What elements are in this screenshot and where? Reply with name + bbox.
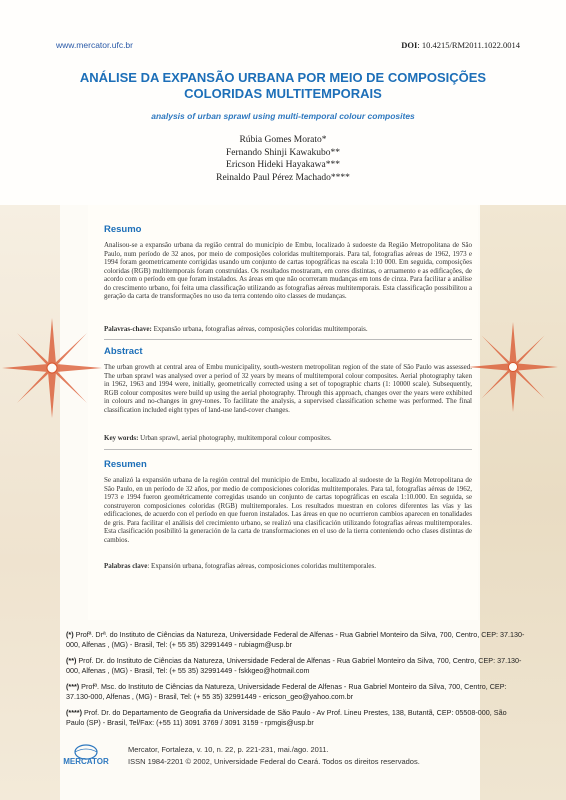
resumo-text: Analisou-se a expansão urbana da região central do município de Embu, localizado à sudoeste da Região Metropolitana de São Paulo, num período de 32 anos, por meio de composições coloridas multitemporais. Para tal, fotografias aéreas de 1962, 1973 e 1994 foram geometricamente corrigidas usando um conjunto de cartas topográficas na escala 1:10 000. Em seguida, composições coloridas (RGB) multitemporais foram construídas. Os resultados mostraram, em cores distintas, o arruamento e as edificações, de acordo com o período em que foram instalados. As áreas em que não ocorreram mudanças em tons de cinza. Para facilitar a análise do crescimento urbano, foi feita uma classificação utilizando as fotografias aéreas multitemporais. Esta classificação possibilitou a geração da carta de transformações no uso da terra contendo oito classes de mudanças. [104,241,472,300]
resumo-keywords-label: Palavras-chave: [104,325,152,333]
compass-star-right-icon [468,322,558,412]
resumo-heading: Resumo [104,224,142,235]
abstract-keywords-label: Key words: [104,434,139,442]
footnote [66,682,526,701]
abstract-keywords [104,434,472,442]
footnote-mark: (****) [66,708,82,717]
paper-subtitle: analysis of urban sprawl using multi-temporal colour composites [151,111,415,121]
resumen-heading: Resumen [104,459,147,470]
author: Rúbia Gomes Morato* [239,135,327,145]
footnote [66,708,526,727]
footer-line-1: Mercator, Fortaleza, v. 10, n. 22, p. 221-231, mai./ago. 2011. [128,745,329,754]
abstract-heading: Abstract [104,346,143,357]
resumen-keywords-label: Palabras clave [104,562,148,570]
footnote-mark: (*) [66,630,74,639]
journal-url[interactable]: www.mercator.ufc.br [56,40,133,50]
doi [401,40,520,50]
footnote-text: Profª. Drª. do Instituto de Ciências da Natureza, Universidade Federal de Alfenas - Rua Gabriel Monteiro da Silva, 700, Centro, CEP: 37.130-000, Alfenas , (MG) - Brasil, Tel: (+ 55 35) 32991449 - rubiagm@usp.br [66,630,525,649]
abstract-text: The urban growth at central area of Embu municipality, south-western metropolitan region of the state of São Paulo was assessed. The urban sprawl was analysed over a period of 32 years by means of multitemporal colour composites. Aerial photography taken in 1962, 1963 and 1994 were, initially, geometrically corrected using a set of topographic charts (1: 10000 scale). Subsequently, RGB colour composites were build up using the aerial photography. Through this approach, changes over the years were exhibited in colours and no-changes in grey-tones. To facilitate the analysis, a supervised classification scheme was performed. The final classification included eight types of land-use land-cover changes. [104,363,472,414]
logo-text: MERCATOR [63,757,109,766]
resumen-keywords-text: : Expansión urbana, fotografías aéreas, composiciones coloridas multitemporales. [147,562,376,570]
footer-line-2: ISSN 1984-2201 © 2002, Universidade Federal do Ceará. Todos os direitos reservados. [128,757,420,766]
author: Fernando Shinji Kawakubo** [226,147,340,158]
resumo-keywords-text: Expansão urbana, fotografias aéreas, composições coloridas multitemporais. [151,325,368,333]
paper-title [40,70,526,102]
footnote-text: Prof. Dr. do Instituto de Ciências da Natureza, Universidade Federal de Alfenas - Rua Gabriel Monteiro da Silva, 700, Centro, CEP: 37.130-000, Alfenas , (MG) - Brasil, Tel: (+ 55 35) 32991449 - fskkgeo@hotmail.com [66,656,522,675]
author-list [40,134,526,184]
compass-star-left-icon [2,318,102,418]
footnote-mark: (***) [66,682,80,691]
title-line-2: COLORIDAS MULTITEMPORAIS [184,86,382,101]
doi-value: : 10.4215/RM2011.1022.0014 [417,40,520,50]
resumo-keywords [104,325,472,333]
section-divider [104,449,472,450]
resumen-keywords [104,562,472,570]
doi-label: DOI [401,40,418,50]
footnote [66,630,526,649]
footer-citation [128,744,420,768]
footnote [66,656,526,675]
title-line-1: ANÁLISE DA EXPANSÃO URBANA POR MEIO DE COMPOSIÇÕES [79,70,487,85]
author: Reinaldo Paul Pérez Machado**** [216,172,350,183]
resumen-text: Se analizó la expansión urbana de la región central del municipio de Embu, localizado al sudoeste de la Región Metropolitana de São Paulo, en un período de 32 años, por medio de composiciones coloridas multitemporales. Para tal, fotografías aéreas de 1962, 1973 e 1994 fueron geométricamente corregidas usando un conjunto de cartas topográficas en escala 1:10.000. En seguida, se construyeron composiciones coloridas (RGB) multitemporales. Los resultados muestran en colores diferentes las vías y las edificaciones, de acuerdo con el período en que fueron instalados. Las áreas en que no ocurrieron cambios aparecen en tonalidades de gris. Para facilitar el análisis del crecimiento urbano, se realizó una clasificación utilizando fotografías aéreas multitemporales. Esta clasificación posibilitó la generación de la carta de transformaciones en el uso de la tierra conteniendo ocho clases distintas de cambios. [104,476,472,544]
author: Ericson Hideki Hayakawa*** [226,160,340,170]
footnote-mark: (**) [66,656,77,665]
section-divider [104,339,472,340]
left-decoration [0,205,60,800]
footnote-text: Profª. Msc. do Instituto de Ciências da Natureza, Universidade Federal de Alfenas - Rua Gabriel Monteiro da Silva, 700, Centro, CEP: 37.130-000, Alfenas , (MG) - Brasil, Tel: (+ 55 35) 32991449 - ericson_geo@yahoo.com.br [66,682,507,701]
mercator-logo [54,744,118,766]
abstract-keywords-text: Urban sprawl, aerial photography, multitemporal colour composites. [138,434,332,442]
footnote-text: Prof. Dr. do Departamento de Geografia da Universidade de São Paulo - Av Prof. Lineu Prestes, 138, Butantã, CEP: 05508-000, São Paulo (SP) - Brasil, Tel/Fax: (+55 11) 3091 3769 / 3091 3159 - rpmgis@usp.br [66,708,507,727]
